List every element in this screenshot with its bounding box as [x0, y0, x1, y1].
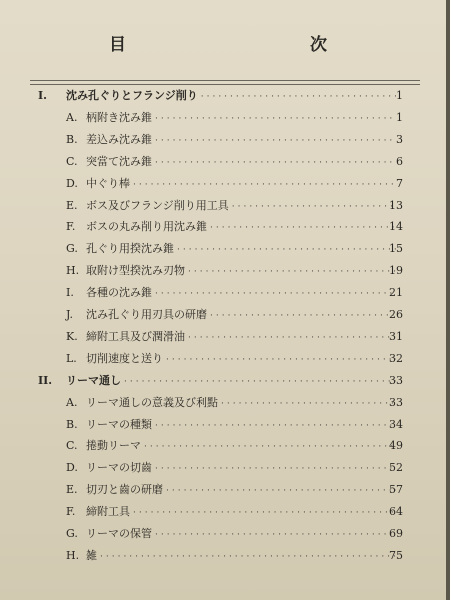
toc-entry — [86, 196, 396, 217]
page-number: 52 — [389, 461, 403, 475]
item-title: 柄附き沈み錐 — [86, 110, 152, 124]
item-title: リーマの種類 — [86, 417, 152, 431]
item-title: 沈み孔ぐり用刃具の研磨 — [86, 308, 207, 321]
leader-dots — [133, 175, 396, 195]
leader-dots — [155, 284, 396, 304]
title-rule — [30, 80, 420, 81]
section-number: II. — [38, 373, 53, 387]
leader-dots — [155, 153, 396, 173]
toc-entry — [86, 217, 396, 238]
section-number: I. — [38, 89, 47, 102]
toc-item-row — [0, 436, 446, 456]
page-number: 1 — [396, 110, 403, 124]
toc-item-row — [0, 458, 446, 478]
toc-item-row — [0, 524, 446, 544]
leader-dots — [155, 459, 396, 479]
page-number: 31 — [389, 329, 403, 343]
toc-item-row — [0, 502, 446, 522]
toc-item-row — [0, 283, 446, 303]
page-number: 34 — [389, 417, 403, 431]
toc-entry — [86, 393, 396, 414]
leader-dots — [188, 328, 396, 348]
page-number: 6 — [396, 154, 403, 168]
item-letter: G. — [66, 527, 78, 540]
toc-entry — [86, 261, 396, 282]
item-letter: A. — [66, 395, 78, 409]
item-title: ボスの丸み削り用沈み錐 — [86, 220, 207, 234]
leader-dots — [155, 109, 396, 129]
item-letter: B. — [66, 132, 78, 146]
toc-item-row — [0, 305, 446, 325]
toc-section-row — [0, 371, 446, 391]
toc-entry — [86, 305, 396, 326]
item-title: 締附工具 — [86, 505, 130, 519]
leader-dots — [210, 218, 396, 238]
toc-entry — [66, 371, 396, 392]
item-letter: J. — [66, 308, 74, 321]
item-letter: K. — [66, 329, 78, 343]
item-letter: C. — [66, 439, 78, 453]
item-title: ボス及びフランジ削り用工具 — [86, 198, 229, 212]
page-number: 64 — [389, 505, 403, 519]
item-title: 中ぐり棒 — [86, 176, 130, 190]
toc-entry — [86, 174, 396, 195]
item-title: 締附工具及び潤滑油 — [86, 329, 185, 343]
item-title: 突當て沈み錐 — [86, 154, 152, 168]
item-title: 取附け型揆沈み刃物 — [86, 264, 185, 278]
toc-entry — [86, 436, 396, 457]
section-title: 沈み孔ぐりとフランジ削り — [66, 89, 198, 102]
toc-item-row — [0, 174, 446, 194]
toc-entry — [86, 349, 396, 370]
page-number: 14 — [389, 220, 403, 234]
toc-item-row — [0, 196, 446, 216]
leader-dots — [155, 131, 396, 151]
leader-dots — [100, 547, 396, 567]
leader-dots — [166, 481, 396, 501]
toc-entry — [86, 283, 396, 304]
leader-dots — [155, 416, 396, 436]
item-letter: H. — [66, 548, 80, 562]
page-number: 75 — [389, 548, 403, 562]
toc-item-row — [0, 130, 446, 150]
item-letter: B. — [66, 417, 78, 431]
item-letter: L. — [66, 351, 77, 365]
toc-item-row — [0, 108, 446, 128]
leader-dots — [201, 87, 396, 107]
page-edge-shadow — [446, 0, 450, 600]
leader-dots — [155, 525, 396, 545]
page-number: 26 — [389, 308, 403, 321]
title-rule-secondary — [30, 84, 420, 85]
toc-entry — [86, 152, 396, 173]
toc-item-row — [0, 546, 446, 566]
leader-dots — [124, 372, 396, 392]
page-number: 33 — [389, 373, 403, 387]
leader-dots — [221, 394, 396, 414]
item-letter: F. — [66, 220, 76, 234]
item-letter: D. — [66, 461, 78, 475]
toc-entry — [86, 415, 396, 436]
item-title: リーマの保管 — [86, 527, 152, 540]
toc-item-row — [0, 261, 446, 281]
item-letter: A. — [66, 110, 78, 124]
page-number: 33 — [389, 395, 403, 409]
page-number: 69 — [389, 527, 403, 540]
toc-item-row — [0, 480, 446, 500]
toc-entry — [86, 458, 396, 479]
page-number: 21 — [389, 286, 403, 300]
item-title: 切刃と齒の研磨 — [86, 483, 163, 497]
item-letter: G. — [66, 242, 78, 256]
leader-dots — [144, 437, 396, 457]
section-title: リーマ通し — [66, 373, 121, 387]
toc-item-row — [0, 239, 446, 259]
toc-item-row — [0, 349, 446, 369]
toc-entry — [86, 502, 396, 523]
page-number: 3 — [396, 132, 403, 146]
item-title: リーマの切齒 — [86, 461, 152, 475]
toc-entry — [86, 130, 396, 151]
toc-entry — [86, 239, 396, 260]
item-title: 孔ぐり用揆沈み錐 — [86, 242, 174, 256]
item-title: リーマ通しの意義及び利點 — [86, 395, 218, 409]
toc-entry — [66, 86, 396, 107]
item-letter: D. — [66, 176, 78, 190]
item-letter: C. — [66, 154, 78, 168]
page-number: 15 — [389, 242, 403, 256]
item-letter: H. — [66, 264, 80, 278]
item-title: 各種の沈み錐 — [86, 286, 152, 300]
leader-dots — [166, 350, 396, 370]
item-title: 切削速度と送り — [86, 351, 163, 365]
page-number: 19 — [389, 264, 403, 278]
leader-dots — [177, 240, 396, 260]
item-title: 捲動リーマ — [86, 439, 141, 453]
item-title: 差込み沈み錐 — [86, 132, 152, 146]
item-letter: F. — [66, 505, 76, 519]
leader-dots — [188, 262, 396, 282]
toc-item-row — [0, 393, 446, 413]
item-letter: E. — [66, 198, 78, 212]
leader-dots — [210, 306, 396, 326]
leader-dots — [232, 197, 396, 217]
page-number: 13 — [389, 198, 403, 212]
toc-entry — [86, 327, 396, 348]
toc-entry — [86, 524, 396, 545]
item-letter: E. — [66, 483, 78, 497]
item-title: 雑 — [86, 548, 97, 562]
page-number: 1 — [396, 89, 403, 102]
page-number: 32 — [389, 351, 403, 365]
page-number: 49 — [389, 439, 403, 453]
page-title: 目 次 — [109, 35, 377, 55]
toc-entry — [86, 480, 396, 501]
toc-item-row — [0, 152, 446, 172]
toc-item-row — [0, 217, 446, 237]
toc-entry — [86, 108, 396, 129]
toc-entry — [86, 546, 396, 567]
toc-item-row — [0, 415, 446, 435]
leader-dots — [133, 503, 396, 523]
toc-section-row — [0, 86, 446, 106]
page-number: 57 — [389, 483, 403, 497]
page-number: 7 — [396, 176, 403, 190]
item-letter: I. — [66, 286, 74, 300]
toc-item-row — [0, 327, 446, 347]
